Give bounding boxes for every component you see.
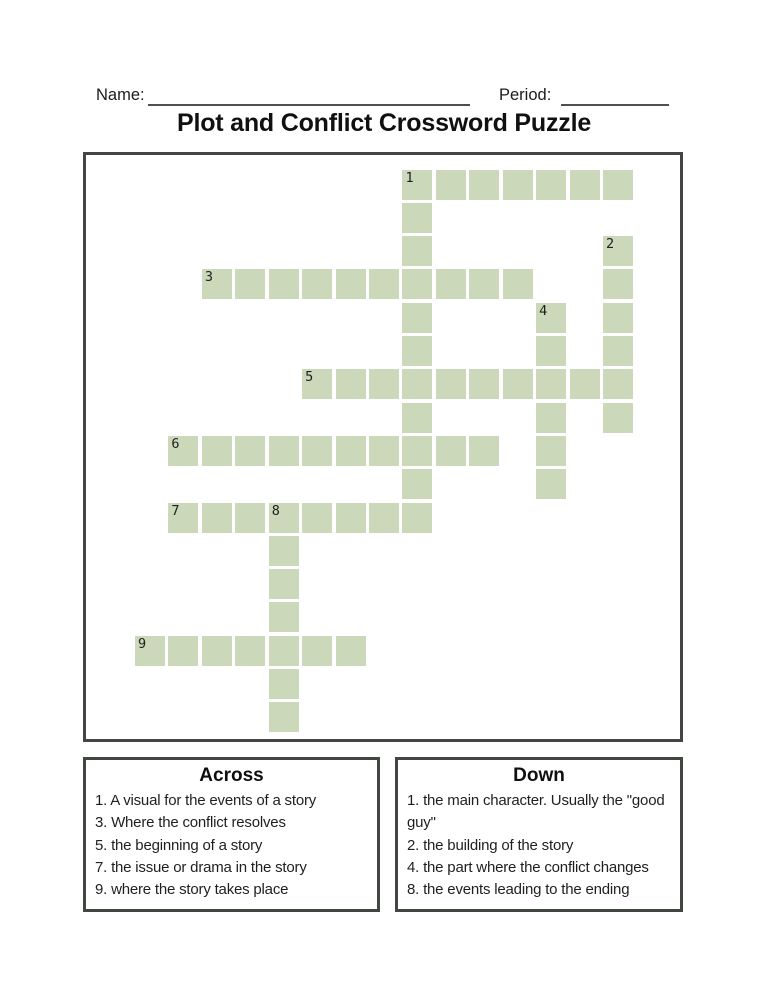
clue-item: 7. the issue or drama in the story: [95, 858, 307, 876]
crossword-cell[interactable]: [269, 503, 299, 533]
crossword-cell[interactable]: [436, 436, 466, 466]
name-label: Name:: [96, 86, 145, 104]
crossword-cell[interactable]: [603, 269, 633, 299]
crossword-cell[interactable]: [302, 436, 332, 466]
clue-item: 3. Where the conflict resolves: [95, 814, 286, 832]
clue-number-label: 1: [405, 169, 414, 186]
crossword-cell[interactable]: [369, 436, 399, 466]
crossword-cell[interactable]: [269, 702, 299, 732]
crossword-cell[interactable]: [235, 436, 265, 466]
clue-number-label: 9: [138, 635, 147, 652]
across-clues-box: [83, 757, 380, 912]
crossword-cell[interactable]: [202, 436, 232, 466]
crossword-cell[interactable]: [436, 269, 466, 299]
crossword-cell[interactable]: [436, 369, 466, 399]
crossword-cell[interactable]: [503, 170, 533, 200]
crossword-cell[interactable]: [536, 469, 566, 499]
crossword-cell[interactable]: [603, 170, 633, 200]
crossword-cell[interactable]: [269, 636, 299, 666]
crossword-cell[interactable]: [269, 602, 299, 632]
crossword-cell[interactable]: [269, 536, 299, 566]
period-input-line[interactable]: [561, 104, 669, 106]
crossword-cell[interactable]: [503, 369, 533, 399]
crossword-cell[interactable]: [603, 403, 633, 433]
crossword-cell[interactable]: [603, 303, 633, 333]
crossword-cell[interactable]: [269, 269, 299, 299]
crossword-cell[interactable]: [402, 336, 432, 366]
crossword-cell[interactable]: [570, 170, 600, 200]
across-heading: Across: [199, 765, 264, 786]
clue-number-label: 4: [539, 302, 548, 319]
crossword-cell[interactable]: [336, 269, 366, 299]
crossword-cell[interactable]: [369, 369, 399, 399]
crossword-cell[interactable]: [336, 636, 366, 666]
clue-item: 1. A visual for the events of a story: [95, 792, 317, 809]
clue-number-label: 8: [271, 502, 280, 519]
crossword-cell[interactable]: [369, 269, 399, 299]
crossword-cell[interactable]: [402, 469, 432, 499]
period-label: Period:: [499, 86, 552, 104]
page-title: Plot and Conflict Crossword Puzzle: [176, 109, 592, 137]
crossword-cell[interactable]: [402, 203, 432, 233]
crossword-cell[interactable]: [402, 403, 432, 433]
clue-number-label: 5: [305, 369, 314, 386]
crossword-cell[interactable]: [302, 269, 332, 299]
crossword-cell[interactable]: [168, 436, 198, 466]
clue-item: 5. the beginning of a story: [95, 836, 263, 854]
crossword-cell[interactable]: [570, 369, 600, 399]
down-clue-list: [398, 788, 680, 901]
clue-item: 2. the building of the story: [407, 836, 574, 854]
crossword-cell[interactable]: [235, 503, 265, 533]
crossword-cell[interactable]: [603, 236, 633, 266]
down-clues-box: [395, 757, 683, 912]
crossword-cell[interactable]: [402, 170, 432, 200]
crossword-cell[interactable]: [168, 636, 198, 666]
crossword-cell[interactable]: [402, 236, 432, 266]
crossword-cell[interactable]: [469, 269, 499, 299]
clue-number-label: 3: [204, 269, 213, 286]
crossword-cell[interactable]: [235, 269, 265, 299]
crossword-cell[interactable]: [536, 436, 566, 466]
clue-number-label: 6: [171, 435, 180, 452]
clue-item: 4. the part where the conflict changes: [407, 858, 649, 876]
crossword-cell[interactable]: [168, 503, 198, 533]
crossword-cell[interactable]: [402, 303, 432, 333]
crossword-cell[interactable]: [336, 369, 366, 399]
name-input-line[interactable]: [148, 104, 470, 106]
crossword-cell[interactable]: [202, 503, 232, 533]
crossword-cell[interactable]: [536, 369, 566, 399]
crossword-cell[interactable]: [135, 636, 165, 666]
crossword-cell[interactable]: [536, 170, 566, 200]
crossword-cell[interactable]: [202, 269, 232, 299]
crossword-cell[interactable]: [603, 369, 633, 399]
crossword-cell[interactable]: [469, 436, 499, 466]
crossword-cell[interactable]: [436, 170, 466, 200]
down-heading: Down: [513, 765, 565, 786]
crossword-cell[interactable]: [402, 369, 432, 399]
clue-item: 9. where the story takes place: [95, 881, 289, 899]
crossword-cell[interactable]: [469, 369, 499, 399]
crossword-cell[interactable]: [202, 636, 232, 666]
clue-number-label: 2: [606, 236, 615, 253]
clue-item: 1. the main character. Usually the "good guy": [407, 792, 665, 832]
clue-number-label: 7: [171, 502, 180, 519]
crossword-cell[interactable]: [536, 303, 566, 333]
crossword-cell[interactable]: [402, 436, 432, 466]
crossword-cell[interactable]: [235, 636, 265, 666]
crossword-cell[interactable]: [402, 503, 432, 533]
crossword-cell[interactable]: [336, 503, 366, 533]
crossword-cell[interactable]: [536, 403, 566, 433]
crossword-cell[interactable]: [536, 336, 566, 366]
crossword-cell[interactable]: [336, 436, 366, 466]
crossword-cell[interactable]: [603, 336, 633, 366]
crossword-cell[interactable]: [302, 369, 332, 399]
crossword-cell[interactable]: [302, 503, 332, 533]
crossword-cell[interactable]: [402, 269, 432, 299]
clue-item: 8. the events leading to the ending: [407, 881, 630, 899]
across-clue-list: [86, 788, 377, 901]
crossword-cell[interactable]: [269, 569, 299, 599]
crossword-cell[interactable]: [269, 669, 299, 699]
crossword-cell[interactable]: [302, 636, 332, 666]
crossword-cell[interactable]: [369, 503, 399, 533]
crossword-grid: [83, 152, 683, 742]
crossword-cell[interactable]: [269, 436, 299, 466]
crossword-cell[interactable]: [503, 269, 533, 299]
crossword-cell[interactable]: [469, 170, 499, 200]
